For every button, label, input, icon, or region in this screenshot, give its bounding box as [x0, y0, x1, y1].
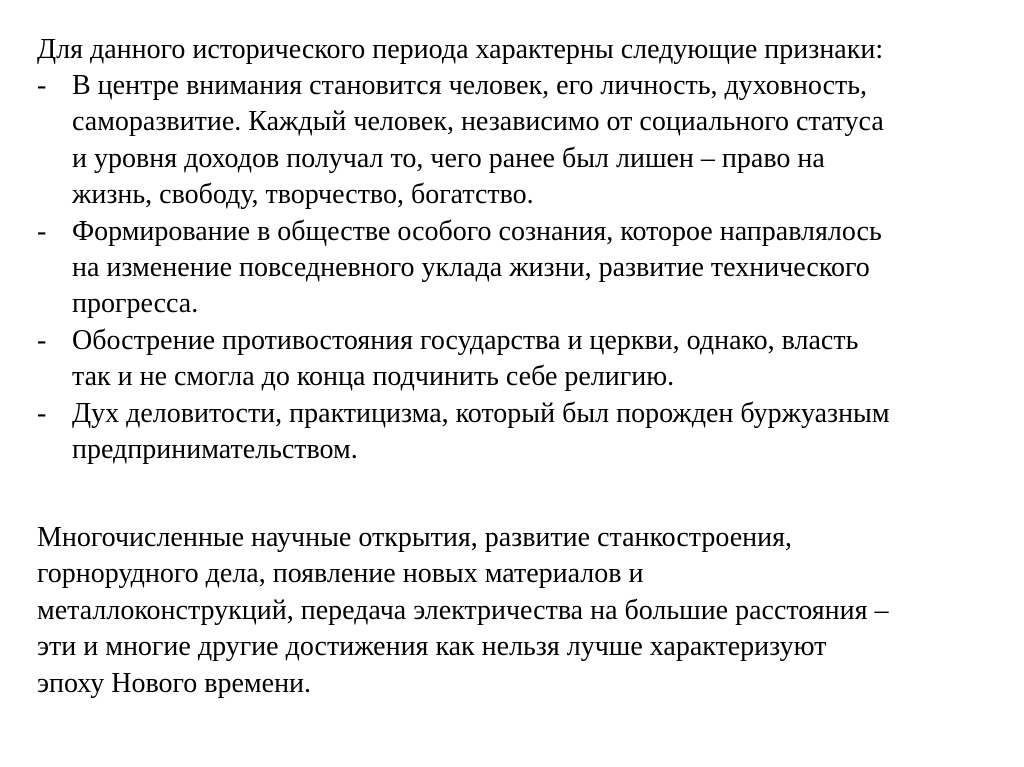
bullet-text	[72, 396, 1017, 469]
bullet-item	[37, 68, 1017, 214]
closing-line: горнорудного дела, появление новых материалов и	[37, 558, 644, 590]
bullet-line: В центре внимания становится человек, его личность, духовность,	[72, 70, 868, 101]
closing-line: эпоху Нового времени.	[37, 667, 312, 699]
bullet-line: Формирование в обществе особого сознания, которое направлялось	[72, 215, 882, 247]
bullet-dash: -	[37, 215, 47, 247]
closing-line: металлоконструкций, передача электричества на большие расстояния –	[37, 594, 889, 626]
bullet-line: и уровня доходов получал то, чего ранее был лишен – право на	[72, 142, 825, 174]
bullet-item	[37, 214, 1017, 323]
bullet-line: так и не смогла до конца подчинить себе религию.	[72, 361, 675, 393]
bullet-list	[37, 68, 1017, 468]
bullet-text	[72, 68, 1017, 214]
bullet-dash: -	[37, 397, 47, 429]
bullet-line: саморазвитие. Каждый человек, независимо от социального статуса	[72, 106, 884, 138]
bullet-item	[37, 323, 1017, 396]
bullet-dash: -	[37, 70, 47, 101]
bullet-line: Дух деловитости, практицизма, который был порожден буржуазным	[72, 397, 890, 429]
bullet-dash: -	[37, 324, 47, 356]
bullet-text	[72, 214, 1017, 323]
bullet-text	[72, 323, 1017, 396]
bullet-line: на изменение повседневного уклада жизни, развитие технического	[72, 252, 870, 284]
bullet-item	[37, 396, 1017, 469]
bullet-line: прогресса.	[72, 288, 199, 320]
bullet-line: жизнь, свободу, творчество, богатство.	[72, 179, 534, 211]
closing-paragraph	[37, 520, 1007, 702]
intro-text: Для данного исторического периода характерны следующие признаки:	[37, 34, 884, 65]
bullet-line: предпринимательством.	[72, 434, 358, 466]
bullet-line: Обострение противостояния государства и церкви, однако, власть	[72, 324, 859, 356]
closing-line: эти и многие другие достижения как нельзя лучше характеризуют	[37, 631, 827, 663]
closing-line: Многочисленные научные открытия, развитие станкостроения,	[37, 522, 792, 553]
